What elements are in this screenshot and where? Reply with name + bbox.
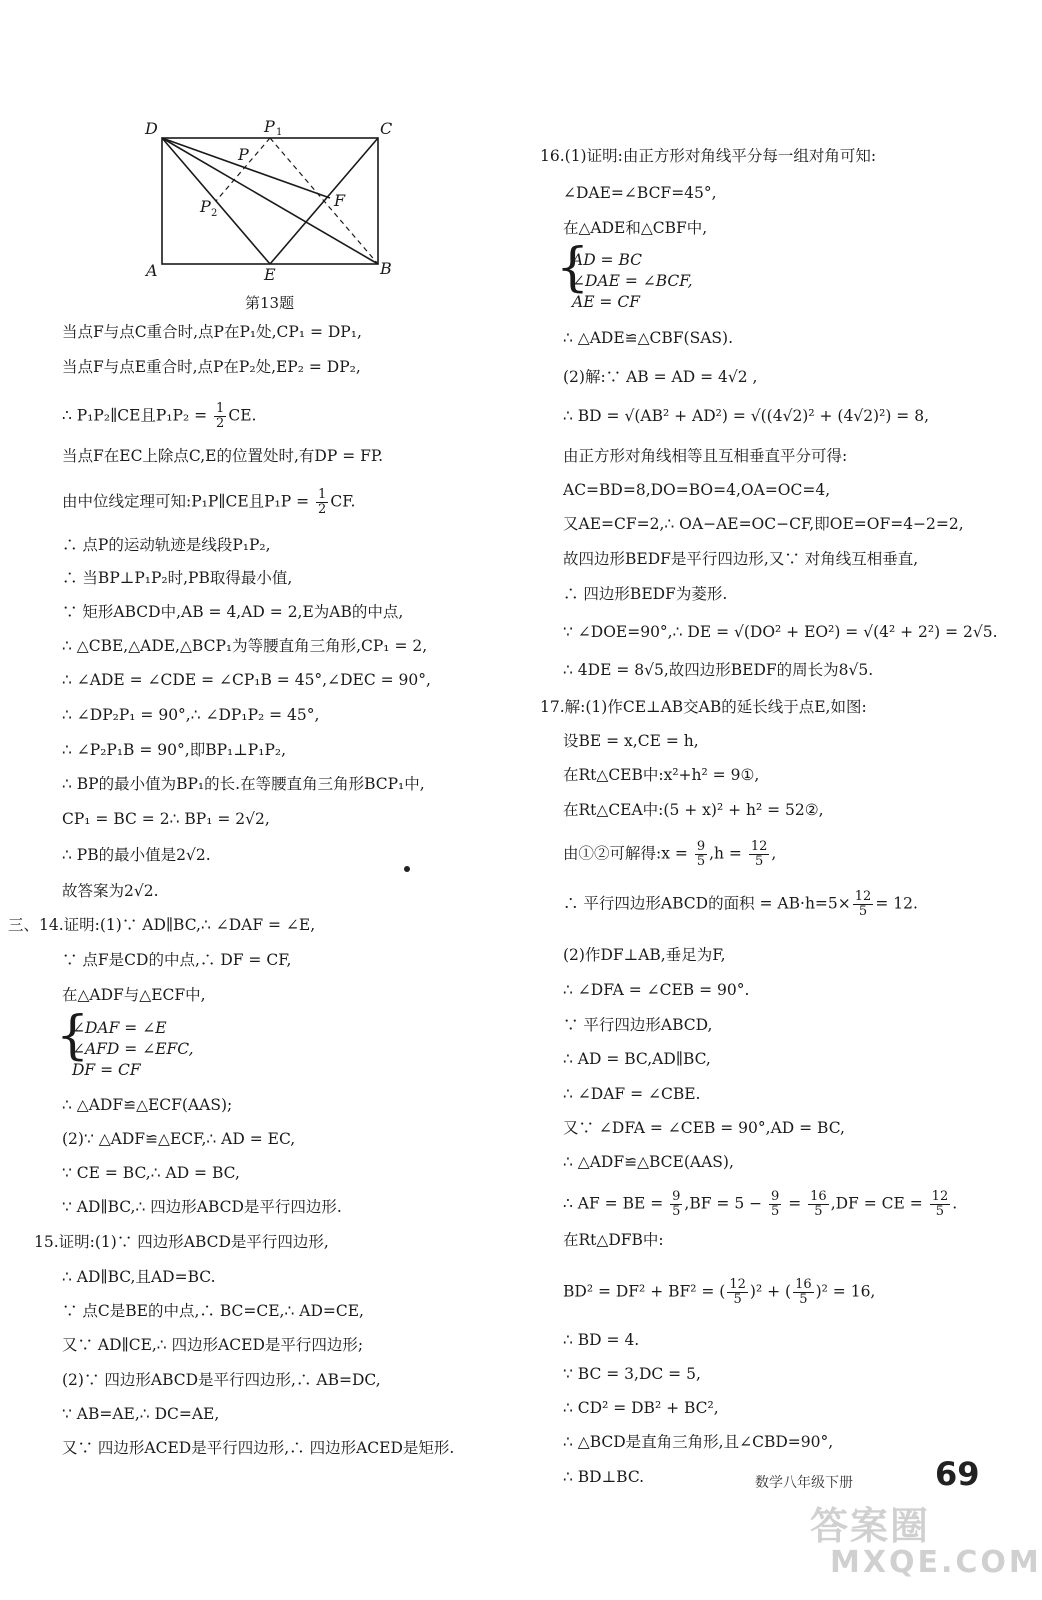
left-line-10: ∴ ∠ADE = ∠CDE = ∠CP₁B = 45°,∠DEC = 90°, [62,671,431,689]
right-line-13: 故四边形BEDF是平行四边形,又∵ 对角线互相垂直, [563,550,919,568]
right-line-14: ∴ 四边形BEDF为菱形. [563,585,728,603]
right-line-17: 17.解:(1)作CE⊥AB交AB的延长线于点E,如图: [540,698,867,716]
right-line-18: 设BE = x,CE = h, [563,732,699,750]
right-line-32-b: )² + ( [749,1282,792,1301]
left-line-4: 当点F在EC上除点C,E的位置处时,有DP = FP. [62,447,384,465]
label-p1-sub: 1 [276,127,283,138]
right-line-30-f: . [952,1194,958,1213]
left-line-14: CP₁ = BC = 2∴ BP₁ = 2√2, [62,810,270,828]
right-line-26: ∴ AD = BC,AD∥BC, [563,1050,711,1068]
line-d-b [162,138,378,264]
right-line-3: 在△ADE和△CBF中, [563,219,708,237]
left-line-30: 又∵ AD∥CE,∴ 四边形ACED是平行四边形; [62,1336,364,1354]
label-p2: P [200,197,211,216]
right-line-34: ∵ BC = 3,DC = 5, [563,1365,701,1383]
right-line-32 [563,1278,875,1307]
numerator: 12 [854,889,872,904]
left-line-32: ∵ AB=AE,∴ DC=AE, [62,1405,220,1423]
right-brace: { [556,238,590,298]
right-line-35: ∴ CD² = DB² + BC², [563,1399,719,1417]
right-line-16: ∴ 4DE = 8√5,故四边形BEDF的周长为8√5. [563,661,874,679]
right-line-30 [563,1190,957,1219]
right-line-32-a: BD² = DF² + BF² = ( [563,1282,726,1301]
fraction [749,840,770,869]
left-line-3-b: CE. [228,406,257,425]
left-line-6: ∴ 点P的运动轨迹是线段P₁P₂, [62,536,271,554]
left-line-15: ∴ PB的最小值是2√2. [62,846,211,864]
fraction [214,402,226,431]
right-line-23: (2)作DF⊥AB,垂足为F, [563,946,726,964]
left-line-9: ∴ △CBE,△ADE,△BCP₁为等腰直角三角形,CP₁ = 2, [62,637,428,655]
left-line-3 [62,402,256,431]
left-line-22: DF = CF [72,1061,141,1079]
right-line-28: 又∵ ∠DFA = ∠CEB = 90°,AD = BC, [563,1119,845,1137]
denominator: 5 [754,854,764,869]
numerator: 1 [216,401,225,416]
left-line-11: ∴ ∠DP₂P₁ = 90°,∴ ∠DP₁P₂ = 45°, [62,706,320,724]
fraction [316,488,328,517]
right-line-4: AD = BC [572,251,642,269]
left-line-1: 当点F与点C重合时,点P在P₁处,CP₁ = DP₁, [62,323,362,341]
denominator: 5 [935,1204,945,1219]
left-line-18: ∵ 点F是CD的中点,∴ DF = CF, [62,951,292,969]
right-line-22 [563,890,918,919]
numerator: 12 [931,1189,949,1204]
right-line-21-b: ,h = [709,844,747,863]
right-line-36: ∴ △BCD是直角三角形,且∠CBD=90°, [563,1433,834,1451]
left-line-12: ∴ ∠P₂P₁B = 90°,即BP₁⊥P₁P₂, [62,741,287,759]
right-line-30-a: ∴ AF = BE = [563,1194,669,1213]
denominator: 5 [696,854,706,869]
left-line-23: ∴ △ADF≌△ECF(AAS); [62,1096,233,1114]
figure-caption: 第13题 [245,294,295,312]
right-line-30-e: ,DF = CE = [830,1194,928,1213]
left-line-31: (2)∵ 四边形ABCD是平行四边形,∴ AB=DC, [62,1371,381,1389]
right-line-10: 由正方形对角线相等且互相垂直平分可得: [563,447,848,465]
right-line-32-c: )² = 16, [815,1282,876,1301]
label-e: E [264,265,276,284]
left-brace: { [56,1006,90,1066]
left-line-16: 故答案为2√2. [62,882,159,900]
fraction [727,1278,748,1307]
right-line-6: AE = CF [572,293,640,311]
watermark-url: MXQE.COM [830,1545,1042,1580]
left-line-28: ∴ AD∥BC,且AD=BC. [62,1268,216,1286]
right-line-25: ∵ 平行四边形ABCD, [563,1016,713,1034]
fraction [793,1278,814,1307]
fraction [769,1190,781,1219]
left-line-7: ∴ 当BP⊥P₁P₂时,PB取得最小值, [62,569,293,587]
left-line-5 [62,488,355,517]
label-b: B [380,259,392,278]
left-line-29: ∵ 点C是BE的中点,∴ BC=CE,∴ AD=CE, [62,1302,364,1320]
right-line-24: ∴ ∠DFA = ∠CEB = 90°. [563,981,750,999]
right-line-33: ∴ BD = 4. [563,1331,640,1349]
numerator: 16 [810,1189,827,1204]
label-p1: P [264,117,275,136]
fraction [930,1190,951,1219]
right-line-21 [563,840,776,869]
label-c: C [380,119,393,138]
right-line-22-a: ∴ 平行四边形ABCD的面积 = AB·h=5× [563,894,851,913]
right-line-1: 16.(1)证明:由正方形对角线平分每一组对角可知: [540,147,877,165]
right-line-21-a: 由①②可解得:x = [563,844,693,863]
left-line-26: ∵ AD∥BC,∴ 四边形ABCD是平行四边形. [62,1198,342,1216]
stray-dot [404,866,410,872]
denominator: 5 [858,904,868,919]
right-line-27: ∴ ∠DAF = ∠CBE. [563,1085,701,1103]
left-line-20: ∠DAF = ∠E [72,1019,167,1037]
left-line-2: 当点F与点E重合时,点P在P₂处,EP₂ = DP₂, [62,358,361,376]
left-line-17: 三、14.证明:(1)∵ AD∥BC,∴ ∠DAF = ∠E, [8,916,316,934]
right-line-29: ∴ △ADF≌△BCE(AAS), [563,1153,734,1171]
right-line-30-b: ,BF = 5 − [684,1194,768,1213]
denominator: 2 [216,416,225,431]
geometry-figure [140,118,420,303]
left-line-24: (2)∵ △ADF≌△ECF,∴ AD = EC, [62,1130,296,1148]
label-a: A [146,261,158,280]
left-line-27: 15.证明:(1)∵ 四边形ABCD是平行四边形, [34,1233,329,1251]
fraction [670,1190,682,1219]
right-line-19: 在Rt△CEB中:x²+h² = 9①, [563,766,760,784]
left-line-5-a: 由中位线定理可知:P₁P∥CE且P₁P = [62,492,315,511]
numerator: 16 [795,1277,812,1292]
right-line-31: 在Rt△DFB中: [563,1231,664,1249]
right-line-5: ∠DAE = ∠BCF, [572,272,693,290]
numerator: 1 [318,487,327,502]
numerator: 9 [771,1189,780,1204]
right-line-21-c: , [771,844,777,863]
fraction [695,840,707,869]
right-line-9: ∴ BD = √(AB² + AD²) = √((4√2)² + (4√2)²) = 8, [563,407,929,425]
numerator: 12 [750,839,768,854]
left-line-33: 又∵ 四边形ACED是平行四边形,∴ 四边形ACED是矩形. [62,1439,455,1457]
left-line-25: ∵ CE = BC,∴ AD = BC, [62,1164,240,1182]
numerator: 9 [696,839,706,854]
right-line-37: ∴ BD⊥BC. [563,1468,645,1486]
right-line-2: ∠DAE=∠BCF=45°, [563,184,717,202]
label-p: P [238,145,249,164]
right-line-30-c: = [783,1194,807,1213]
watermark-logo: 答案圈 [810,1504,931,1548]
left-line-8: ∵ 矩形ABCD中,AB = 4,AD = 2,E为AB的中点, [62,603,404,621]
left-line-19: 在△ADF与△ECF中, [62,986,206,1004]
right-line-22-b: = 12. [875,894,918,913]
page-number: 69 [935,1455,980,1493]
right-line-12: 又AE=CF=2,∴ OA−AE=OC−CF,即OE=OF=4−2=2, [563,515,964,533]
denominator: 5 [814,1204,823,1219]
left-line-13: ∴ BP的最小值为BP₁的长.在等腰直角三角形BCP₁中, [62,775,425,793]
denominator: 2 [318,502,327,517]
label-p2-sub: 2 [211,208,218,219]
right-line-11: AC=BD=8,DO=BO=4,OA=OC=4, [563,481,831,499]
label-d: D [145,119,158,138]
denominator: 5 [771,1204,780,1219]
right-line-15: ∵ ∠DOE=90°,∴ DE = √(DO² + EO²) = √(4² + 2²) = 2√5. [563,623,998,641]
right-line-7: ∴ △ADE≌△CBF(SAS). [563,329,734,347]
left-line-3-a: ∴ P₁P₂∥CE且P₁P₂ = [62,406,213,425]
fraction [808,1190,829,1219]
numerator: 12 [729,1277,746,1292]
fraction [853,890,874,919]
right-line-20: 在Rt△CEA中:(5 + x)² + h² = 52②, [563,801,824,819]
left-line-5-b: CF. [330,492,356,511]
numerator: 9 [672,1189,681,1204]
denominator: 5 [799,1292,808,1307]
footer-book-title: 数学八年级下册 [755,1475,853,1491]
denominator: 5 [733,1292,742,1307]
right-line-8: (2)解:∵ AB = AD = 4√2 , [563,368,758,386]
left-line-21: ∠AFD = ∠EFC, [72,1040,194,1058]
label-f: F [334,191,346,210]
denominator: 5 [672,1204,681,1219]
